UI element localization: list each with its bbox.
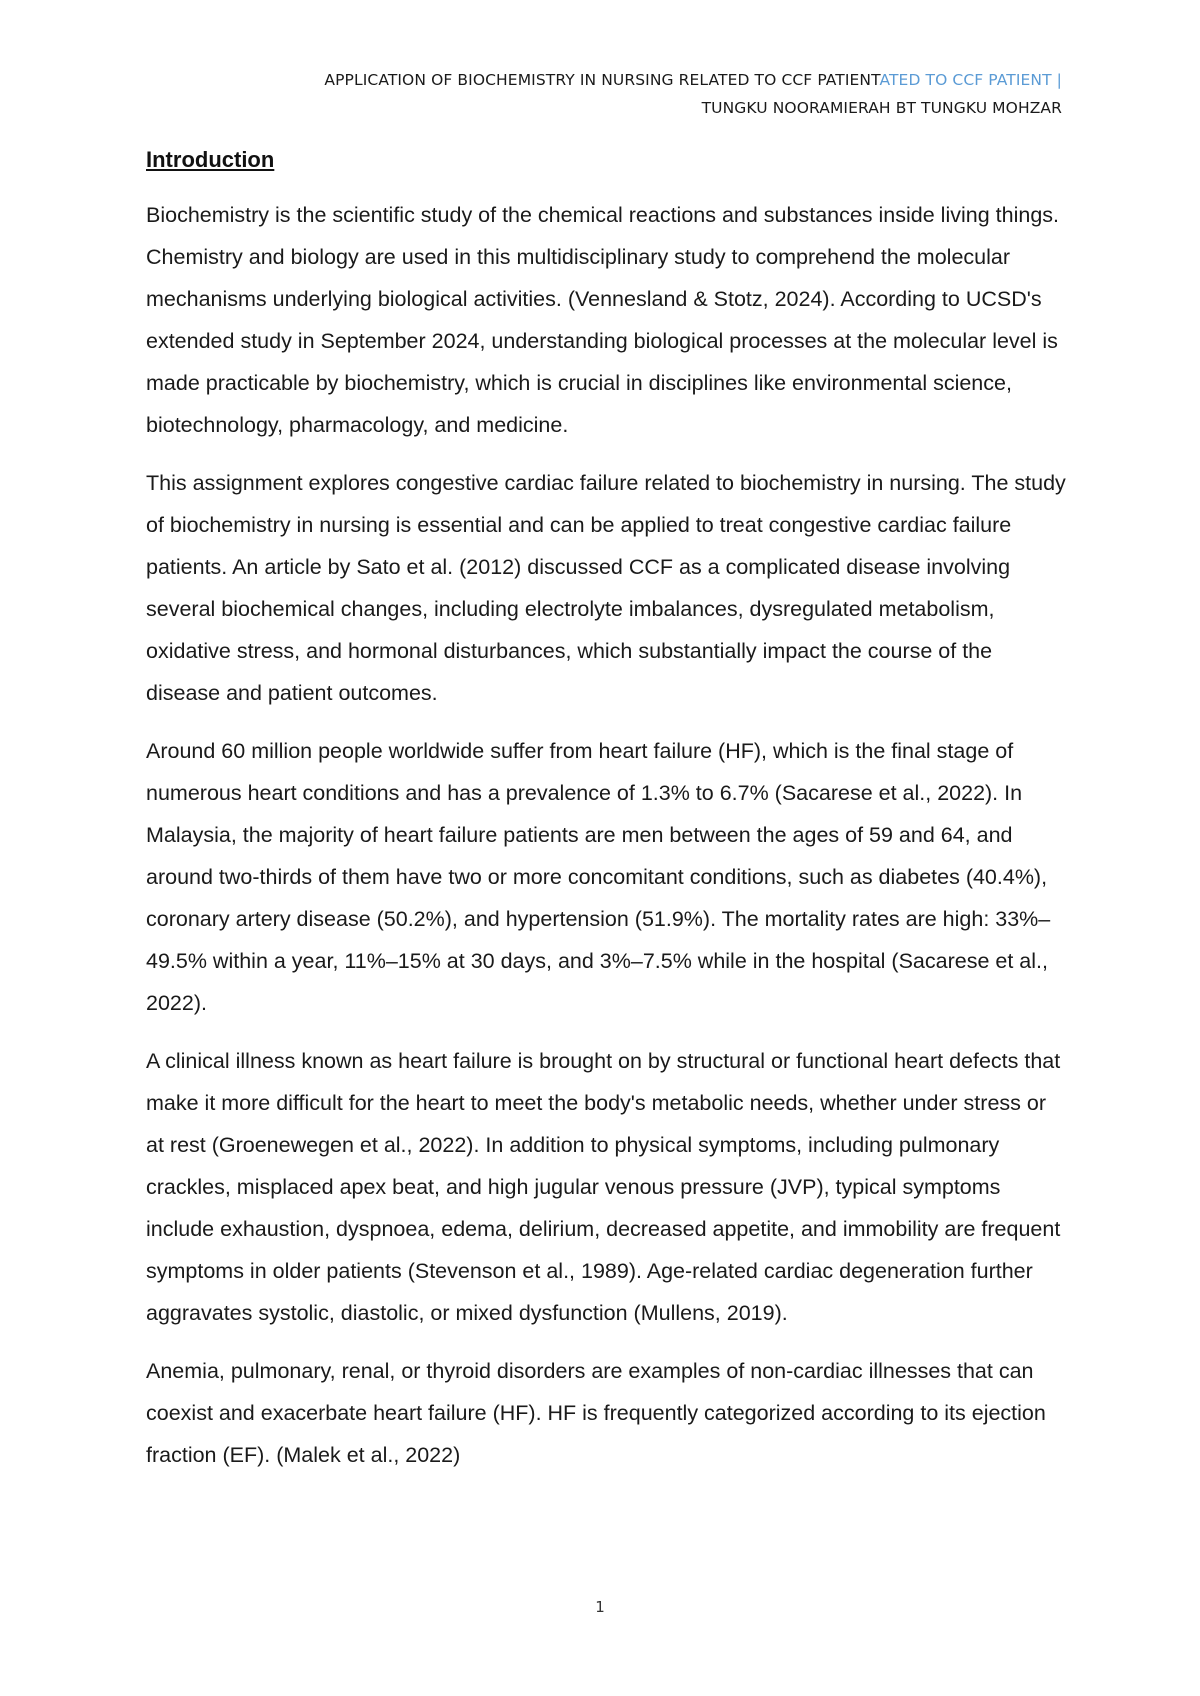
header-author: TUNGKU NOORAMIERAH BT TUNGKU MOHZAR bbox=[701, 99, 1062, 117]
page-header bbox=[324, 66, 1062, 122]
paragraph-5: Anemia, pulmonary, renal, or thyroid disorders are examples of non-cardiac illnesses that can coexist and exacerbate heart failure (HF). HF is frequently categorized according to its ejection fraction (EF). (Malek et al., 2022) bbox=[146, 1359, 1046, 1467]
header-title-echo: ATED TO CCF PATIENT | bbox=[879, 71, 1062, 89]
paragraph-2: This assignment explores congestive cardiac failure related to biochemistry in nursing. The study of biochemistry in nursing is essential and can be applied to treat congestive cardiac failure patients. An article by Sato et al. (2012) discussed CCF as a complicated disease involving several biochemical changes, including electrolyte imbalances, dysregulated metabolism, oxidative stress, and hormonal disturbances, which substantially impact the course of the disease and patient outcomes. bbox=[146, 471, 1066, 705]
paragraph-4: A clinical illness known as heart failure is brought on by structural or functional heart defects that make it more difficult for the heart to meet the body's metabolic needs, whether under stress or at rest (Groenewegen et al., 2022). In addition to physical symptoms, including pulmonary crackles, misplaced apex beat, and high jugular venous pressure (JVP), typical symptoms include exhaustion, dyspnoea, edema, delirium, decreased appetite, and immobility are frequent symptoms in older patients (Stevenson et al., 1989). Age-related cardiac degeneration further aggravates systolic, diastolic, or mixed dysfunction (Mullens, 2019). bbox=[146, 1049, 1061, 1325]
paragraph-3: Around 60 million people worldwide suffer from heart failure (HF), which is the final stage of numerous heart conditions and has a prevalence of 1.3% to 6.7% (Sacarese et al., 2022). In Malaysia, the majority of heart failure patients are men between the ages of 59 and 64, and around two-thirds of them have two or more concomitant conditions, such as diabetes (40.4%), coronary artery disease (50.2%), and hypertension (51.9%). The mortality rates are high: 33%–49.5% within a year, 11%–15% at 30 days, and 3%–7.5% while in the hospital (Sacarese et al., 2022). bbox=[146, 739, 1051, 1015]
header-title: APPLICATION OF BIOCHEMISTRY IN NURSING RELATED TO CCF PATIENT bbox=[324, 71, 880, 89]
document-body bbox=[146, 144, 1066, 1492]
header-title-line bbox=[324, 66, 1062, 94]
paragraph-1: Biochemistry is the scientific study of the chemical reactions and substances inside living things. Chemistry and biology are used in this multidisciplinary study to comprehend the molecular mechanisms underlying biological activities. (Vennesland & Stotz, 2024). According to UCSD's extended study in September 2024, understanding biological processes at the molecular level is made practicable by biochemistry, which is crucial in disciplines like environmental science, biotechnology, pharmacology, and medicine. bbox=[146, 203, 1059, 437]
section-heading: Introduction bbox=[146, 147, 275, 172]
page-number: 1 bbox=[595, 1598, 605, 1616]
